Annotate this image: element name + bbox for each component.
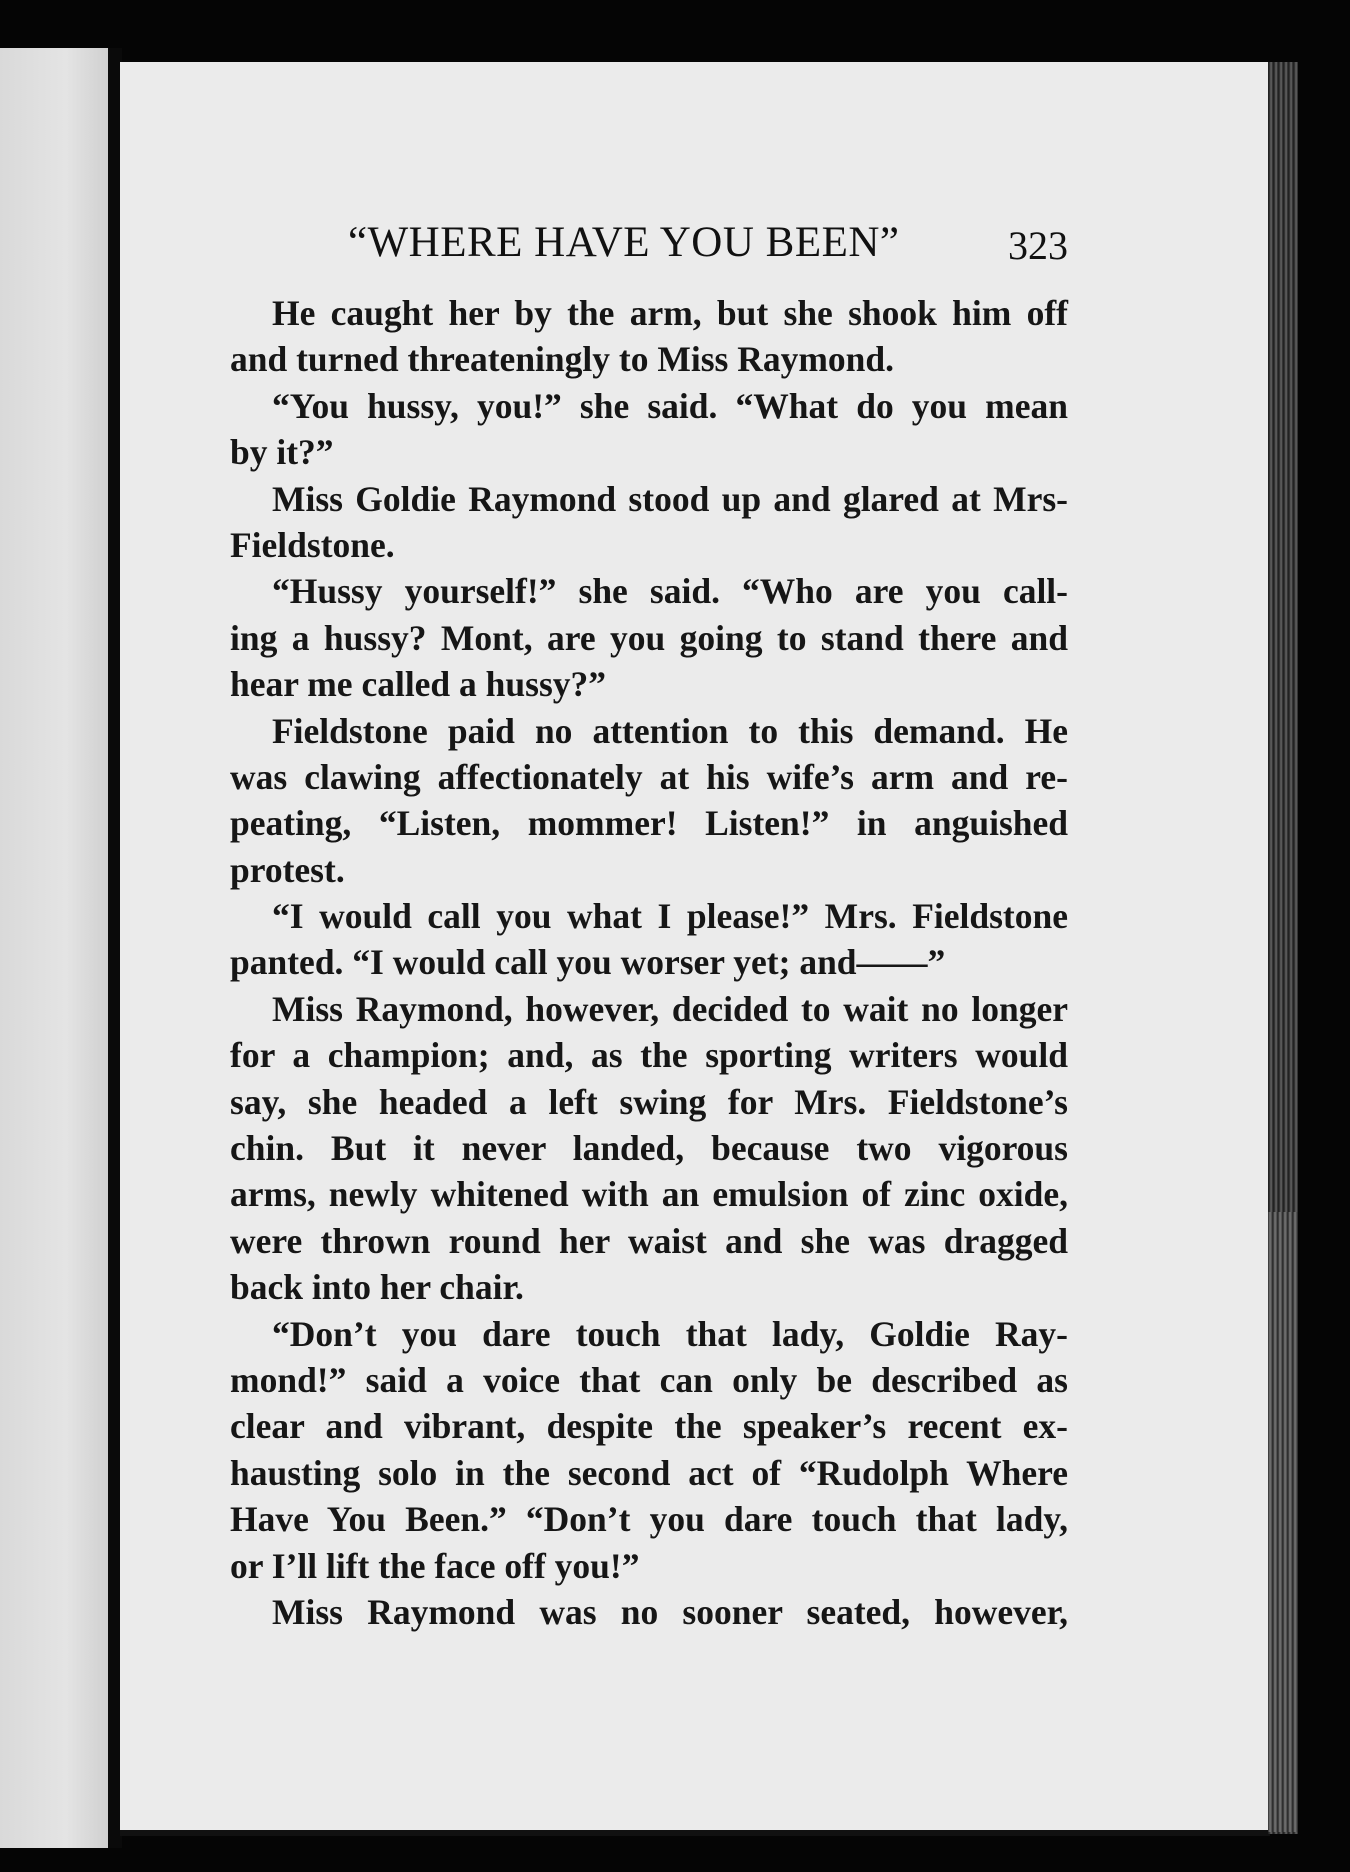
text-line: for a champion; and, as the sporting writers would — [230, 1035, 1068, 1076]
text-line: “Hussy yourself!” she said. “Who are you call- — [272, 571, 1068, 612]
body-text — [230, 290, 1068, 1635]
text-line: panted. “I would call you worser yet; and——” — [230, 942, 946, 983]
text-line: Fieldstone paid no attention to this demand. He — [272, 710, 1068, 751]
running-head — [230, 218, 1068, 278]
text-line: Miss Goldie Raymond stood up and glared at Mrs- — [272, 478, 1068, 519]
text-line: or I’ll lift the face off you!” — [230, 1545, 640, 1586]
running-head-title: “WHERE HAVE YOU BEEN” — [348, 219, 900, 266]
text-line: “I would call you what I please!” Mrs. Fieldstone — [272, 896, 1068, 937]
text-line: was clawing affectionately at his wife’s arm and re- — [230, 756, 1068, 797]
text-line: chin. But it never landed, because two vigorous — [230, 1128, 1068, 1169]
text-line: and turned threateningly to Miss Raymond. — [230, 339, 895, 380]
text-line: hausting solo in the second act of “Rudolph Where — [230, 1452, 1068, 1493]
text-line: say, she headed a left swing for Mrs. Fieldstone’s — [230, 1081, 1068, 1122]
text-line: He caught her by the arm, but she shook him off — [272, 293, 1068, 333]
text-line: “You hussy, you!” she said. “What do you mean — [272, 385, 1068, 426]
text-line: protest. — [230, 849, 345, 890]
page-stack-edge — [1268, 62, 1298, 1834]
text-line: hear me called a hussy?” — [230, 664, 607, 705]
text-line: “Don’t you dare touch that lady, Goldie Ray- — [272, 1313, 1068, 1354]
text-line: Miss Raymond was no sooner seated, however, — [272, 1591, 1068, 1632]
page-number: 323 — [1008, 223, 1068, 268]
text-line: clear and vibrant, despite the speaker’s recent ex- — [230, 1406, 1068, 1447]
text-line: by it?” — [230, 432, 334, 473]
text-line: mond!” said a voice that can only be described as — [230, 1359, 1068, 1400]
text-line: peating, “Listen, mommer! Listen!” in anguished — [230, 803, 1068, 844]
previous-page-edge — [0, 48, 110, 1848]
text-line: arms, newly whitened with an emulsion of zinc oxide, — [230, 1174, 1068, 1215]
text-line: back into her chair. — [230, 1267, 524, 1308]
text-line: were thrown round her waist and she was dragged — [230, 1220, 1068, 1261]
text-line: Fieldstone. — [230, 524, 395, 565]
text-line: Have You Been.” “Don’t you dare touch that lady, — [230, 1499, 1068, 1540]
text-line: ing a hussy? Mont, are you going to stand there and — [230, 617, 1068, 658]
text-line: Miss Raymond, however, decided to wait no longer — [272, 988, 1068, 1029]
